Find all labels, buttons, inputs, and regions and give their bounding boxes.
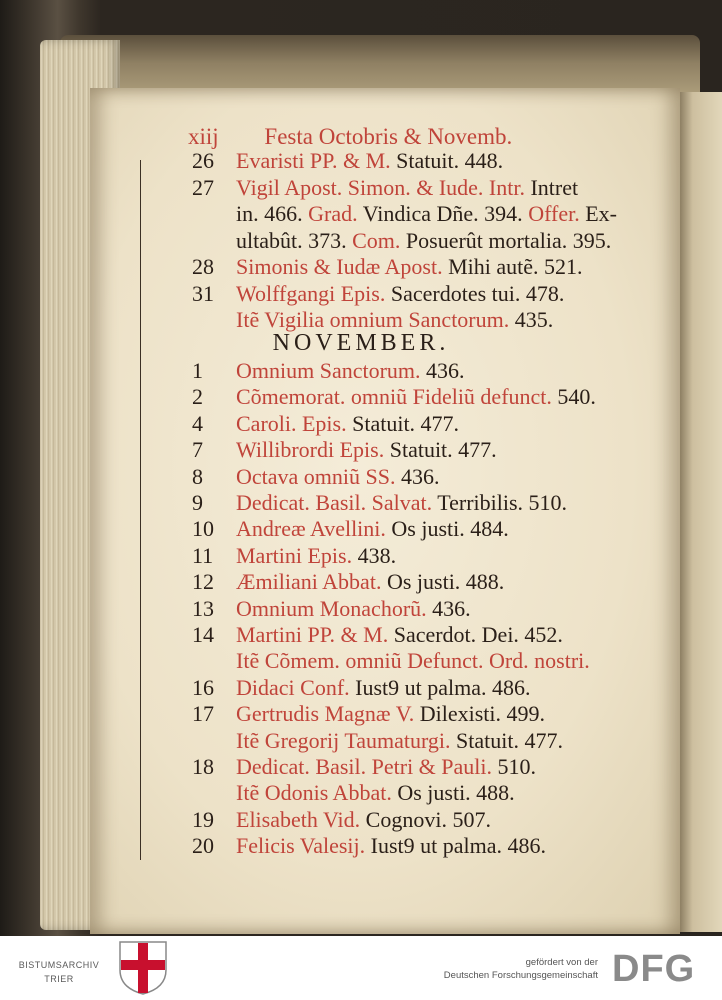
funding-line-1: gefördert von der — [525, 957, 598, 968]
reference-text: Vindica Dñe. 394. — [357, 201, 529, 226]
reference-text: 436. — [420, 358, 465, 383]
reference-text: 510. — [492, 754, 537, 779]
rubric-text: Grad. — [308, 201, 358, 226]
entry-text — [236, 622, 563, 648]
rubric-text: Dedicat. Basil. Petri & Pauli. — [236, 754, 493, 779]
funding-credit — [420, 956, 598, 982]
rubric-text: Offer. — [528, 201, 580, 226]
reference-text: Statuit. 477. — [346, 410, 460, 436]
rubric-text: Elisabeth Vid. — [236, 806, 361, 832]
rubric-text: Omnium Sanctorum. — [236, 358, 421, 383]
entry-text — [236, 569, 504, 595]
reference-text: 435. — [509, 307, 554, 332]
rubric-text: Com. — [352, 227, 401, 253]
rubric-text: Martini Epis. — [236, 542, 353, 568]
rubric-text: Evaristi PP. & M. — [236, 148, 391, 173]
dfg-logo: DFG — [612, 948, 696, 990]
entry-text — [236, 358, 465, 384]
rubric-text: Gertrudis Magnæ V. — [236, 701, 415, 727]
reference-text: Statuit. 477. — [450, 727, 563, 753]
day-number: 8 — [192, 463, 203, 489]
entry-text — [236, 490, 567, 516]
rubric-text: Itẽ Odonis Abbat. — [236, 780, 392, 806]
reference-text: Dilexisti. 499. — [414, 701, 546, 727]
reference-text: 436. — [395, 463, 440, 489]
month-heading: NOVEMBER. — [272, 330, 450, 356]
rubric-text: Vigil Apost. Simon. & Iude. Intr. — [236, 174, 525, 200]
reference-text: Statuit. 448. — [390, 148, 504, 173]
day-number: 17 — [192, 701, 214, 727]
day-number: 10 — [192, 516, 214, 542]
entry-text — [236, 780, 515, 806]
day-number: 20 — [192, 833, 214, 859]
entry-text — [236, 596, 471, 622]
day-number: 16 — [192, 674, 214, 700]
funding-line-2: Deutschen Forschungsgemeinschaft — [443, 970, 598, 981]
entry-text — [236, 675, 531, 701]
day-number: 12 — [192, 569, 214, 595]
rubric-text: Wolffgangi Epis. — [236, 280, 386, 306]
reference-text: ultabût. 373. — [236, 227, 353, 253]
reference-text: Sacerdotes tui. 478. — [385, 280, 565, 306]
rubric-text: Itẽ Cõmem. omniũ Defunct. Ord. nostri. — [236, 648, 590, 674]
day-number: 9 — [192, 490, 203, 515]
rubric-text: Didaci Conf. — [236, 674, 350, 700]
day-number: 11 — [192, 542, 214, 568]
rubric-text: Octava omniũ SS. — [236, 463, 396, 489]
reference-text: Mihi autẽ. 521. — [442, 254, 583, 279]
archive-city: TRIER — [44, 974, 74, 984]
day-number: 1 — [192, 358, 203, 383]
reference-text: Iust9 ut palma. 486. — [365, 833, 547, 859]
day-number: 28 — [192, 254, 214, 279]
reference-text: 436. — [426, 595, 471, 621]
rubric-text: Dedicat. Basil. Salvat. — [236, 490, 433, 515]
rubric-text: Willibrordi Epis. — [236, 437, 385, 463]
rubric-text: Simonis & Iudæ Apost. — [236, 254, 443, 279]
day-number: 14 — [192, 622, 214, 647]
reference-text: Posuerût mortalia. 395. — [400, 227, 612, 253]
page-title: Festa Octobris & Novemb. — [264, 124, 513, 149]
entry-text — [236, 648, 590, 674]
rubric-text: Itẽ Gregorij Taumaturgi. — [236, 727, 451, 753]
rubric-text: Æmiliani Abbat. — [236, 569, 382, 595]
entry-text — [236, 833, 546, 859]
entry-text — [236, 754, 536, 780]
reference-text: Cognovi. 507. — [360, 806, 491, 832]
entry-text — [236, 411, 459, 437]
rubric-text: Itẽ Vigilia omnium Sanctorum. — [236, 307, 510, 332]
entry-text — [236, 437, 497, 463]
reference-text: Os justi. 488. — [381, 569, 505, 595]
archive-credit — [14, 958, 104, 986]
day-number: 13 — [192, 595, 214, 621]
day-number: 7 — [192, 437, 203, 463]
archive-name: BISTUMSARCHIV — [18, 960, 100, 970]
reference-text: Iust9 ut palma. 486. — [349, 674, 531, 700]
reference-text: Ex- — [579, 201, 617, 226]
entry-text — [236, 728, 563, 754]
entry-text — [236, 516, 509, 542]
day-number: 19 — [192, 806, 214, 832]
reference-text: Statuit. 477. — [384, 437, 497, 463]
reference-text: Os justi. 488. — [391, 780, 515, 806]
reference-text: in. 466. — [236, 201, 309, 226]
day-number: 27 — [192, 174, 214, 200]
rubric-text: Felicis Valesij. — [236, 833, 366, 859]
day-number: 4 — [192, 410, 203, 436]
reference-text: Terribilis. 510. — [432, 490, 568, 515]
day-number: 26 — [192, 148, 214, 173]
entry-text — [236, 807, 491, 833]
reference-text: Sacerdot. Dei. 452. — [388, 622, 563, 647]
page-signature: xiij — [188, 124, 219, 149]
entry-text — [236, 464, 440, 490]
day-number: 2 — [192, 384, 203, 410]
rubric-text: Martini PP. & M. — [236, 622, 389, 647]
trier-shield-icon — [118, 940, 168, 996]
rubric-text: Cõmemorat. omniũ Fideliũ defunct. — [236, 384, 552, 410]
reference-text: Os justi. 484. — [385, 516, 509, 542]
reference-text: 540. — [551, 384, 596, 410]
entry-text — [236, 543, 396, 569]
rubric-text: Omnium Monachorũ. — [236, 595, 427, 621]
rubric-text: Andreæ Avellini. — [236, 516, 386, 542]
day-number: 18 — [192, 754, 214, 779]
entry-text — [236, 384, 596, 410]
reference-text: 438. — [352, 542, 397, 568]
entry-text — [236, 701, 545, 727]
rubric-text: Caroli. Epis. — [236, 410, 347, 436]
day-number: 31 — [192, 280, 214, 306]
reference-text: Intret — [524, 174, 579, 200]
